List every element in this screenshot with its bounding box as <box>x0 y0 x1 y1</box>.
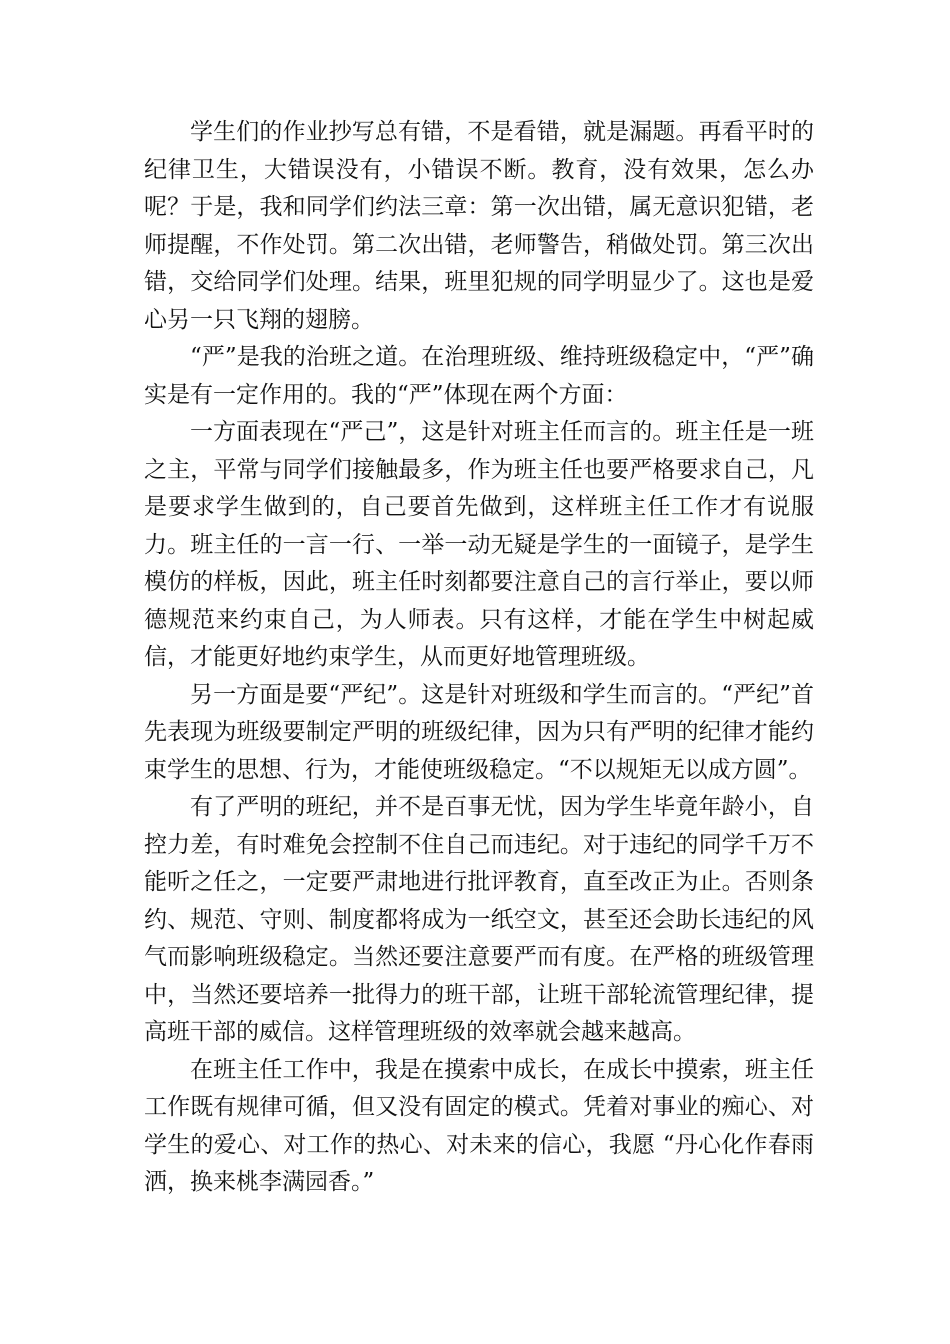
paragraph-conclusion: 在班主任工作中，我是在摸索中成长，在成长中摸索，班主任工作既有规律可循，但又没有固定的模式。凭着对事业的痴心、对学生的爱心、对工作的热心、对未来的信心，我愿 “丹心化作春雨洒，换来桃李满园香。” <box>144 1056 814 1195</box>
paragraph-strict-self: 一方面表现在“严己”，这是针对班主任而言的。班主任是一班之主，平常与同学们接触最多，作为班主任也要严格要求自己，凡是要求学生做到的，自己要首先做到，这样班主任工作才有说服力。班主任的一言一行、一举一动无疑是学生的一面镜子，是学生模仿的样板，因此，班主任时刻都要注意自己的言行举止，要以师德规范来约束自己，为人师表。只有这样，才能在学生中树起威信，才能更好地约束学生，从而更好地管理班级。 <box>144 419 814 670</box>
document-body <box>144 114 814 1202</box>
paragraph-discipline-rules: 学生们的作业抄写总有错，不是看错，就是漏题。再看平时的纪律卫生，大错误没有，小错误不断。教育，没有效果，怎么办呢？于是，我和同学们约法三章：第一次出错，属无意识犯错，老师提醒，不作处罚。第二次出错，老师警告，稍做处罚。第三次出错，交给同学们处理。结果，班里犯规的同学明显少了。这也是爱心另一只飞翔的翅膀。 <box>144 119 814 333</box>
paragraph-class-management: 有了严明的班纪，并不是百事无忧，因为学生毕竟年龄小，自控力差，有时难免会控制不住自己而违纪。对于违纪的同学千万不能听之任之，一定要严肃地进行批评教育，直至改正为止。否则条约、规范、守则、制度都将成为一纸空文，甚至还会助长违纪的风气而影响班级稳定。当然还要注意要严而有度。在严格的班级管理中，当然还要培养一批得力的班干部，让班干部轮流管理纪律，提高班干部的威信。这样管理班级的效率就会越来越高。 <box>144 794 814 1045</box>
paragraph-strict-discipline: 另一方面是要“严纪”。这是针对班级和学生而言的。“严纪”首先表现为班级要制定严明的班级纪律，因为只有严明的纪律才能约束学生的思想、行为，才能使班级稳定。“不以规矩无以成方圆”。 <box>144 681 814 783</box>
paragraph-strictness-intro: “严”是我的治班之道。在治理班级、维持班级稳定中，“严”确实是有一定作用的。我的“严”体现在两个方面： <box>144 344 814 408</box>
